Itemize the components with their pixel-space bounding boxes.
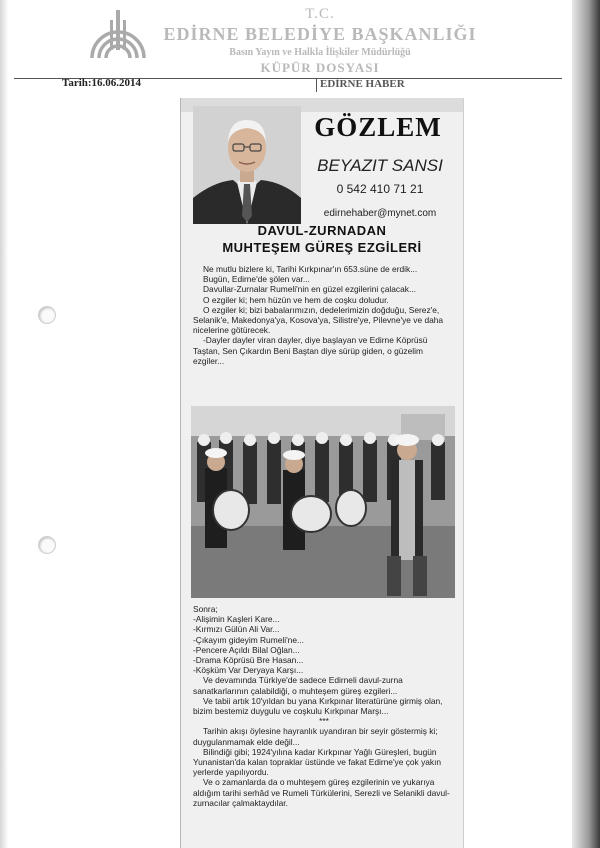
header-department: Basın Yayın ve Halkla İlişkiler Müdürlüğü: [229, 47, 411, 58]
punch-hole-bottom: [38, 536, 56, 554]
drummers-photo: [191, 406, 455, 598]
song-item: -Çıkayım gideyim Rumeli'ne...: [193, 634, 304, 645]
song-item: -Köşküm Var Deryaya Karşı...: [193, 665, 304, 676]
paragraph: -Dayler dayler viran dayler, diye başlayan ve Edirne Köprüsü Taştan, Sen Çıkardın Beni Baştan diye sürüp giden, o güzelim ezgiler...: [193, 335, 428, 366]
author-portrait: [193, 106, 301, 224]
song-item: -Alişimin Kaşleri Kare...: [193, 614, 280, 625]
paragraph: Bilindiği gibi; 1924'yılına kadar Kırkpınar Yağlı Güreşleri, bugün Yunanistan'da kalan topraklar üstünde ve fakat Edirne'ye çok yakın yerlerde yapılıyordu.: [193, 746, 442, 778]
clipping-source: EDİRNE HABER: [320, 78, 405, 90]
author-email: edirnehaber@mynet.com: [323, 208, 437, 219]
scan-left-edge: [0, 0, 8, 848]
article-body-top: [193, 264, 455, 366]
municipality-logo-icon: [86, 6, 150, 66]
paragraph: O ezgiler ki; bizi babalarımızın, dedelerimizin doğduğu, Serez'e, Selanik'e, Makedonya'ya, Kosova'ya, Silistre'ye, Pilevne'ye ve daha nicelerine götürecek.: [193, 304, 444, 336]
article-body-bottom: [193, 604, 455, 808]
paragraph: Ve o zamanlarda da o muhteşem güreş ezgilerinin ve yukarıya aldığım tarihi serhâd ve Rumeli Türkülerini, Serezli ve Selanikli davul-zurnacılar çalmaktaydılar.: [193, 777, 450, 808]
headline-line-1: DAVUL-ZURNADAN: [257, 223, 387, 238]
author-name: BEYAZIT SANSI: [317, 156, 443, 175]
newspaper-clipping: [180, 98, 464, 848]
scan-right-edge: [572, 0, 600, 848]
song-list-intro: Sonra;: [193, 604, 218, 614]
punch-hole-top: [38, 306, 56, 324]
paragraph: Ne mutlu bizlere ki, Tarihi Kırkpınar'ın 653.süne de erdik...: [203, 264, 418, 274]
paragraph: Bugün, Edirne'de şölen var...: [203, 274, 310, 285]
section-divider: ***: [319, 716, 329, 727]
header-clipping-label: KÜPÜR DOSYASI: [260, 60, 380, 75]
clipping-date: Tarih:16.06.2014: [62, 77, 142, 89]
header-tc: T.C.: [305, 6, 335, 22]
paragraph: Ve devamında Türkiye'de sadece Edirneli davul-zurna sanatkarlarının çalabildiği, o muhteşem güreş ezgileri...: [193, 675, 403, 696]
headline-line-2: MUHTEŞEM GÜREŞ EZGİLERİ: [222, 240, 422, 255]
author-phone: 0 542 410 71 21: [336, 182, 424, 196]
article-headline: [191, 222, 453, 256]
header-separator: [316, 78, 317, 92]
song-item: -Kırmızı Gülün Ali Var...: [193, 624, 280, 635]
column-title: GÖZLEM: [314, 112, 442, 142]
letterhead: [0, 0, 572, 100]
paragraph: Ve tabii artık 10'yıldan bu yana Kırkpınar literatürüne girmiş olan, bizim bestemiz duygulu ve coşkulu Kırkpınar Marşı...: [193, 695, 443, 717]
paragraph: Tarihin akışı öylesine hayranlık uyandıran bir seyir göstermiş ki; duygulanmamak elde değil...: [193, 726, 438, 747]
paragraph: Davullar-Zurnalar Rumeli'nin en güzel ezgilerini çalacak...: [203, 284, 416, 295]
paragraph: O ezgiler ki; hem hüzün ve hem de coşku doludur.: [203, 294, 389, 305]
song-item: -Pencere Açıldı Bilal Oğlan...: [193, 644, 300, 655]
song-item: -Drama Köprüsü Bre Hasan...: [193, 655, 304, 666]
header-organization: EDİRNE BELEDİYE BAŞKANLIĞI: [163, 24, 477, 44]
